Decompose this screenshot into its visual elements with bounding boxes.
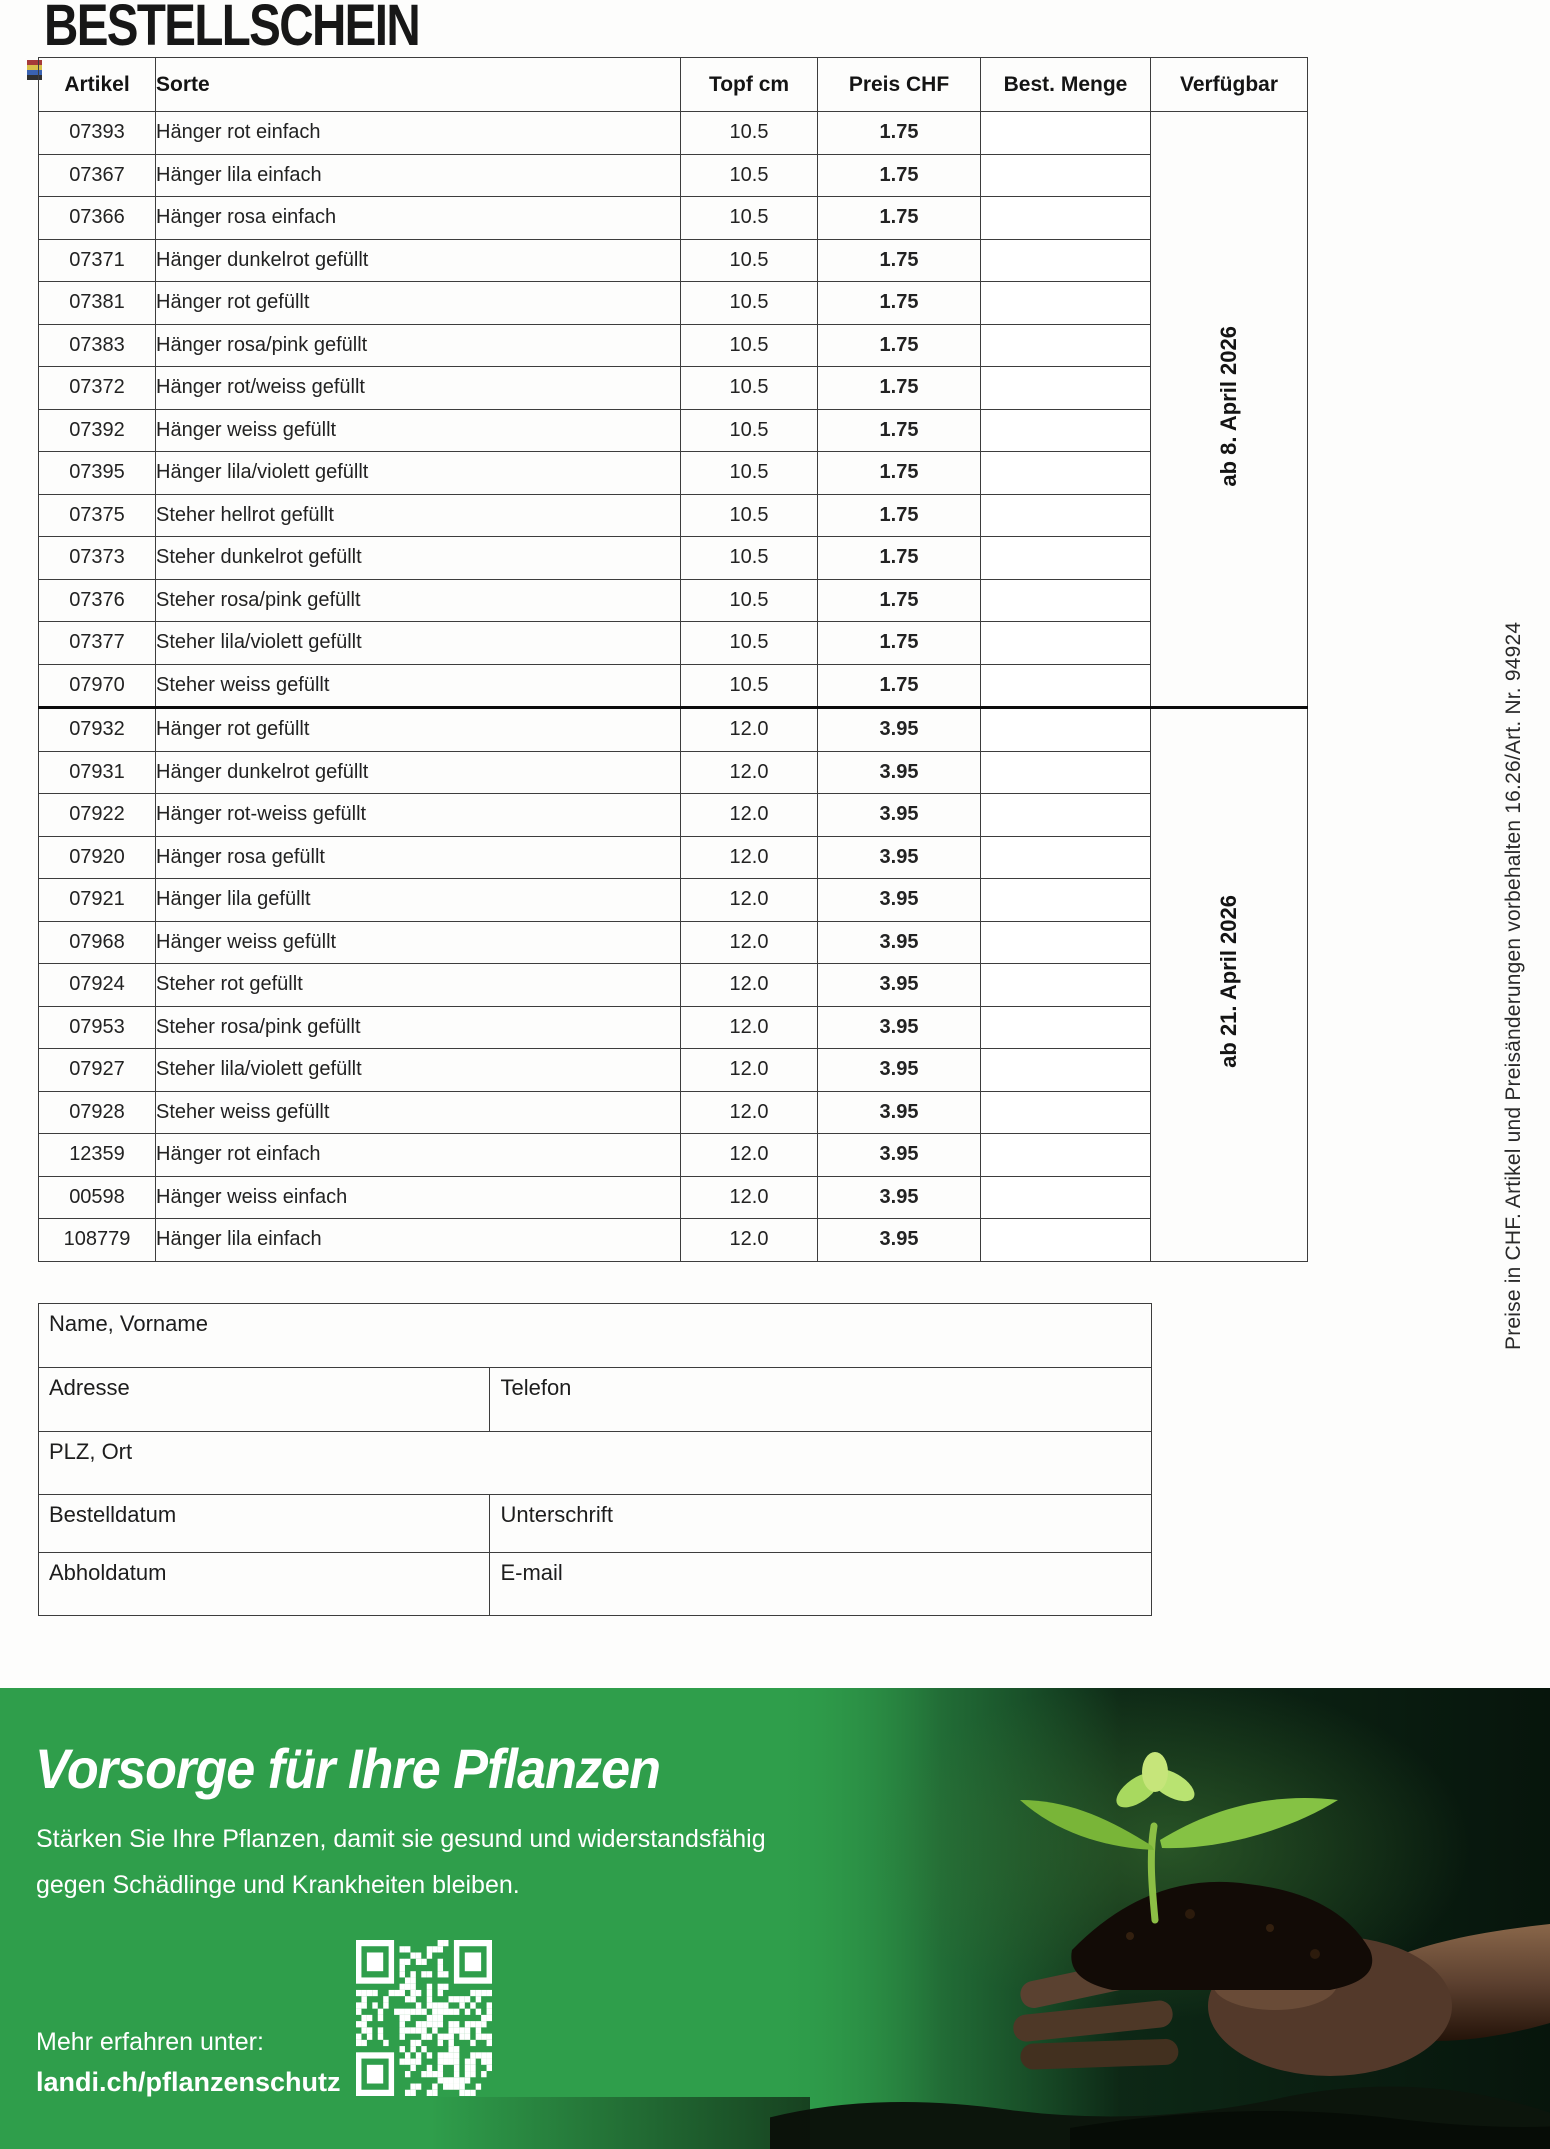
table-row [39,1091,1308,1134]
table-row [39,239,1308,282]
menge-cell[interactable] [981,622,1151,665]
preis-cell: 3.95 [818,836,981,879]
preis-cell: 1.75 [818,197,981,240]
menge-cell[interactable] [981,708,1151,752]
menge-cell[interactable] [981,112,1151,155]
banner-headline: Vorsorge für Ihre Pflanzen [35,1737,661,1800]
email-field[interactable] [490,1553,1151,1615]
artikel-cell: 108779 [39,1219,156,1262]
sorte-cell: Steher hellrot gefüllt [156,494,681,537]
sorte-cell: Hänger dunkelrot gefüllt [156,751,681,794]
artikel-cell: 07968 [39,921,156,964]
table-row [39,282,1308,325]
table-row [39,964,1308,1007]
topf-cell: 10.5 [681,239,818,282]
preis-cell: 1.75 [818,622,981,665]
preis-cell: 3.95 [818,1006,981,1049]
preis-cell: 1.75 [818,452,981,495]
table-row [39,879,1308,922]
name-label: Name, Vorname [49,1311,208,1336]
hills-silhouette [430,2097,810,2149]
topf-cell: 10.5 [681,324,818,367]
sorte-cell: Hänger rosa einfach [156,197,681,240]
sorte-cell: Hänger weiss gefüllt [156,409,681,452]
menge-cell[interactable] [981,494,1151,537]
header-verfuegbar: Verfügbar [1151,58,1308,112]
artikel-cell: 07373 [39,537,156,580]
topf-cell: 12.0 [681,1049,818,1092]
table-row [39,794,1308,837]
topf-cell: 10.5 [681,579,818,622]
artikel-cell: 07366 [39,197,156,240]
menge-cell[interactable] [981,324,1151,367]
banner-cta-link: landi.ch/pflanzenschutz [36,2067,341,2097]
preis-cell: 3.95 [818,1134,981,1177]
menge-cell[interactable] [981,197,1151,240]
table-row [39,664,1308,708]
sorte-cell: Hänger dunkelrot gefüllt [156,239,681,282]
adresse-field[interactable] [39,1368,490,1431]
sorte-cell: Steher rosa/pink gefüllt [156,1006,681,1049]
header-preis: Preis CHF [818,58,981,112]
menge-cell[interactable] [981,964,1151,1007]
menge-cell[interactable] [981,367,1151,410]
preis-cell: 3.95 [818,1219,981,1262]
preis-cell: 1.75 [818,367,981,410]
sorte-cell: Hänger lila einfach [156,1219,681,1262]
artikel-cell: 07375 [39,494,156,537]
table-row [39,112,1308,155]
topf-cell: 12.0 [681,964,818,1007]
menge-cell[interactable] [981,1176,1151,1219]
sorte-cell: Hänger rot gefüllt [156,708,681,752]
artikel-cell: 07928 [39,1091,156,1134]
sorte-cell: Hänger rot einfach [156,1134,681,1177]
topf-cell: 12.0 [681,794,818,837]
menge-cell[interactable] [981,579,1151,622]
table-header-row [39,58,1308,112]
table-row [39,197,1308,240]
artikel-cell: 07377 [39,622,156,665]
artikel-cell: 07932 [39,708,156,752]
artikel-cell: 07927 [39,1049,156,1092]
menge-cell[interactable] [981,452,1151,495]
menge-cell[interactable] [981,239,1151,282]
table-row [39,921,1308,964]
availability-cell [1151,708,1308,1262]
topf-cell: 12.0 [681,1134,818,1177]
order-table [38,57,1308,1262]
artikel-cell: 07371 [39,239,156,282]
topf-cell: 12.0 [681,879,818,922]
preis-cell: 1.75 [818,537,981,580]
header-menge: Best. Menge [981,58,1151,112]
topf-cell: 10.5 [681,409,818,452]
table-row [39,494,1308,537]
topf-cell: 12.0 [681,1219,818,1262]
table-row [39,836,1308,879]
topf-cell: 12.0 [681,1006,818,1049]
artikel-cell: 07392 [39,409,156,452]
banner-cta-intro: Mehr erfahren unter: [36,2028,264,2056]
telefon-label: Telefon [500,1375,572,1400]
banner-body-line1: Stärken Sie Ihre Pflanzen, damit sie gesund und widerstandsfähig [36,1825,766,1853]
artikel-cell: 12359 [39,1134,156,1177]
preis-cell: 1.75 [818,239,981,282]
artikel-cell: 07383 [39,324,156,367]
topf-cell: 10.5 [681,664,818,708]
table-row [39,1049,1308,1092]
topf-cell: 12.0 [681,1176,818,1219]
header-artikel: Artikel [39,58,156,112]
preis-cell: 3.95 [818,1049,981,1092]
topf-cell: 12.0 [681,1091,818,1134]
qr-code [356,1940,492,2096]
artikel-cell: 07922 [39,794,156,837]
unterschrift-label: Unterschrift [500,1502,613,1527]
table-row [39,751,1308,794]
table-row [39,537,1308,580]
topf-cell: 10.5 [681,452,818,495]
unterschrift-field[interactable] [490,1495,1151,1552]
topf-cell: 10.5 [681,154,818,197]
telefon-field[interactable] [490,1368,1151,1431]
menge-cell[interactable] [981,921,1151,964]
sorte-cell: Hänger rot gefüllt [156,282,681,325]
plz-ort-field[interactable] [39,1432,1151,1494]
sorte-cell: Steher rot gefüllt [156,964,681,1007]
sorte-cell: Steher weiss gefüllt [156,1091,681,1134]
table-row [39,1134,1308,1177]
sorte-cell: Steher rosa/pink gefüllt [156,579,681,622]
sorte-cell: Steher dunkelrot gefüllt [156,537,681,580]
artikel-cell: 07395 [39,452,156,495]
customer-form [38,1303,1152,1616]
menge-cell[interactable] [981,1049,1151,1092]
table-row [39,409,1308,452]
topf-cell: 10.5 [681,197,818,240]
artikel-cell: 07970 [39,664,156,708]
menge-cell[interactable] [981,664,1151,708]
menge-cell[interactable] [981,1006,1151,1049]
page-title: BESTELLSCHEIN [44,0,420,58]
preis-cell: 1.75 [818,112,981,155]
order-table-body [39,112,1308,1262]
preis-cell: 1.75 [818,579,981,622]
sorte-cell: Hänger lila/violett gefüllt [156,452,681,495]
preis-cell: 3.95 [818,708,981,752]
artikel-cell: 07931 [39,751,156,794]
seedling-hands-photo [770,1688,1550,2149]
availability-label: ab 21. April 2026 [1216,895,1241,1069]
artikel-cell: 07376 [39,579,156,622]
sorte-cell: Steher weiss gefüllt [156,664,681,708]
menge-cell[interactable] [981,282,1151,325]
table-row [39,1219,1308,1262]
topf-cell: 10.5 [681,494,818,537]
topf-cell: 12.0 [681,751,818,794]
plz-ort-label: PLZ, Ort [49,1439,133,1464]
artikel-cell: 07953 [39,1006,156,1049]
artikel-cell: 00598 [39,1176,156,1219]
sorte-cell: Steher lila/violett gefüllt [156,622,681,665]
banner-body-line2: gegen Schädlinge und Krankheiten bleiben. [36,1871,520,1899]
abholdatum-field[interactable] [39,1553,490,1615]
table-row [39,324,1308,367]
preis-cell: 3.95 [818,1176,981,1219]
menge-cell[interactable] [981,409,1151,452]
sorte-cell: Hänger rot einfach [156,112,681,155]
preis-cell: 3.95 [818,794,981,837]
topf-cell: 10.5 [681,282,818,325]
header-sorte: Sorte [156,58,681,112]
artikel-cell: 07921 [39,879,156,922]
table-row [39,1176,1308,1219]
preis-cell: 1.75 [818,154,981,197]
artikel-cell: 07367 [39,154,156,197]
sorte-cell: Hänger lila einfach [156,154,681,197]
sorte-cell: Hänger rot/weiss gefüllt [156,367,681,410]
menge-cell[interactable] [981,1219,1151,1262]
sorte-cell: Hänger rosa gefüllt [156,836,681,879]
sorte-cell: Hänger weiss gefüllt [156,921,681,964]
topf-cell: 10.5 [681,537,818,580]
sorte-cell: Steher lila/violett gefüllt [156,1049,681,1092]
menge-cell[interactable] [981,1134,1151,1177]
menge-cell[interactable] [981,1091,1151,1134]
banner-body-text [36,1816,766,1908]
side-note: Preise in CHF. Artikel und Preisänderungen vorbehalten 16.26/Art. Nr. 94924 [1502,621,1525,1350]
sorte-cell: Hänger rot-weiss gefüllt [156,794,681,837]
menge-cell[interactable] [981,751,1151,794]
name-field[interactable] [39,1304,1151,1367]
preis-cell: 3.95 [818,964,981,1007]
availability-label: ab 8. April 2026 [1216,325,1241,487]
preis-cell: 1.75 [818,282,981,325]
preis-cell: 1.75 [818,494,981,537]
table-row [39,579,1308,622]
preis-cell: 1.75 [818,409,981,452]
artikel-cell: 07920 [39,836,156,879]
table-row [39,1006,1308,1049]
table-row [39,622,1308,665]
topf-cell: 12.0 [681,921,818,964]
artikel-cell: 07381 [39,282,156,325]
table-row [39,452,1308,495]
artikel-cell: 07372 [39,367,156,410]
promo-banner [0,1688,1550,2149]
artikel-cell: 07393 [39,112,156,155]
adresse-label: Adresse [49,1375,130,1400]
preis-cell: 3.95 [818,921,981,964]
bestelldatum-field[interactable] [39,1495,490,1552]
preis-cell: 3.95 [818,1091,981,1134]
artikel-cell: 07924 [39,964,156,1007]
topf-cell: 12.0 [681,836,818,879]
menge-cell[interactable] [981,879,1151,922]
table-row [39,154,1308,197]
topf-cell: 10.5 [681,367,818,410]
sorte-cell: Hänger lila gefüllt [156,879,681,922]
preis-cell: 3.95 [818,879,981,922]
table-row [39,708,1308,752]
topf-cell: 10.5 [681,622,818,665]
menge-cell[interactable] [981,537,1151,580]
abholdatum-label: Abholdatum [49,1560,167,1585]
header-topf: Topf cm [681,58,818,112]
table-row [39,367,1308,410]
availability-cell [1151,112,1308,708]
preis-cell: 3.95 [818,751,981,794]
preis-cell: 1.75 [818,324,981,367]
topf-cell: 10.5 [681,112,818,155]
sorte-cell: Hänger weiss einfach [156,1176,681,1219]
preis-cell: 1.75 [818,664,981,708]
bestelldatum-label: Bestelldatum [49,1502,177,1527]
sorte-cell: Hänger rosa/pink gefüllt [156,324,681,367]
menge-cell[interactable] [981,794,1151,837]
topf-cell: 12.0 [681,708,818,752]
menge-cell[interactable] [981,154,1151,197]
email-label: E-mail [500,1560,563,1585]
menge-cell[interactable] [981,836,1151,879]
